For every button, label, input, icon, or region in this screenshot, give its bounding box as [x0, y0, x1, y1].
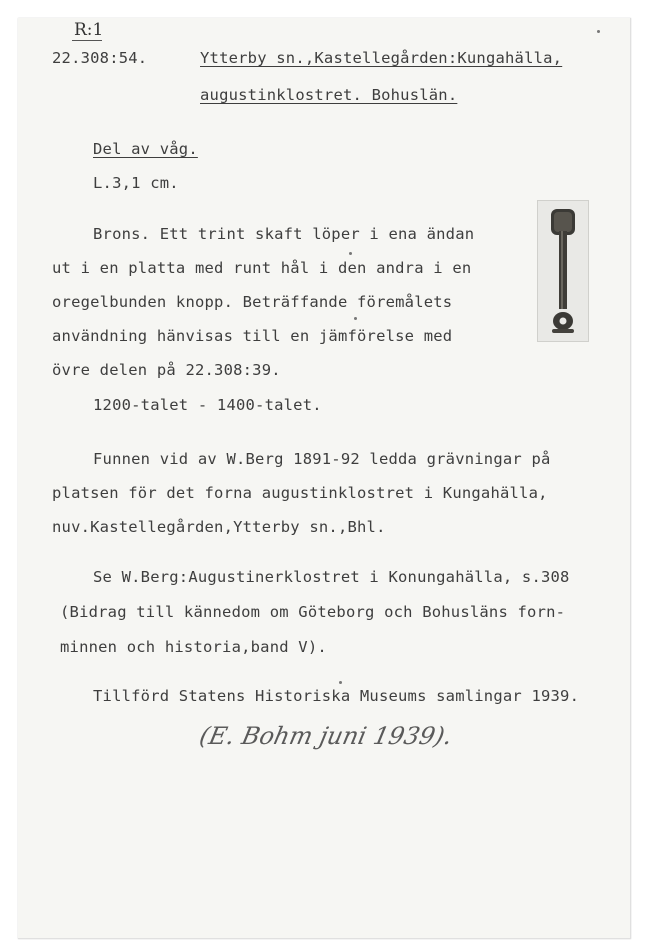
register-mark: R:1 [74, 20, 104, 40]
site-line-1: Ytterby sn.,Kastellegården:Kungahälla, [200, 49, 563, 67]
dating: 1200-talet - 1400-talet. [93, 396, 322, 414]
reference-line: (Bidrag till kännedom om Göteborg och Bohusläns forn- [60, 603, 566, 621]
site-line-2: augustinklostret. Bohuslän. [200, 86, 458, 104]
ink-dot [349, 252, 352, 255]
description-line: användning hänvisas till en jämförelse med [52, 327, 453, 345]
ink-dot [354, 317, 357, 320]
find-line: Funnen vid av W.Berg 1891-92 ledda grävningar på [93, 450, 551, 468]
object-title: Del av våg. [93, 140, 198, 158]
reference-line: minnen och historia,band V). [60, 638, 327, 656]
description-line: oregelbunden knopp. Beträffande föremålets [52, 293, 453, 311]
artifact-photo [537, 200, 589, 342]
description-line: övre delen på 22.308:39. [52, 361, 281, 379]
ink-dot [339, 681, 342, 684]
object-dimension: L.3,1 cm. [93, 174, 179, 192]
reference-line: Se W.Berg:Augustinerklostret i Konungahälla, s.308 [93, 568, 570, 586]
scale-beam-fragment-icon [538, 201, 588, 341]
register-mark-underline [72, 40, 102, 41]
catalog-number: 22.308:54. [52, 49, 148, 67]
acquisition-note: Tillförd Statens Historiska Museums samlingar 1939. [93, 687, 580, 705]
ink-dot [597, 30, 600, 33]
description-line: Brons. Ett trint skaft löper i ena ändan [93, 225, 475, 243]
find-line: platsen för det forna augustinklostret i Kungahälla, [52, 484, 548, 502]
handwritten-signature: (E. Bohm juni 1939). [197, 722, 455, 750]
description-line: ut i en platta med runt hål i den andra i en [52, 259, 472, 277]
find-line: nuv.Kastellegården,Ytterby sn.,Bhl. [52, 518, 386, 536]
